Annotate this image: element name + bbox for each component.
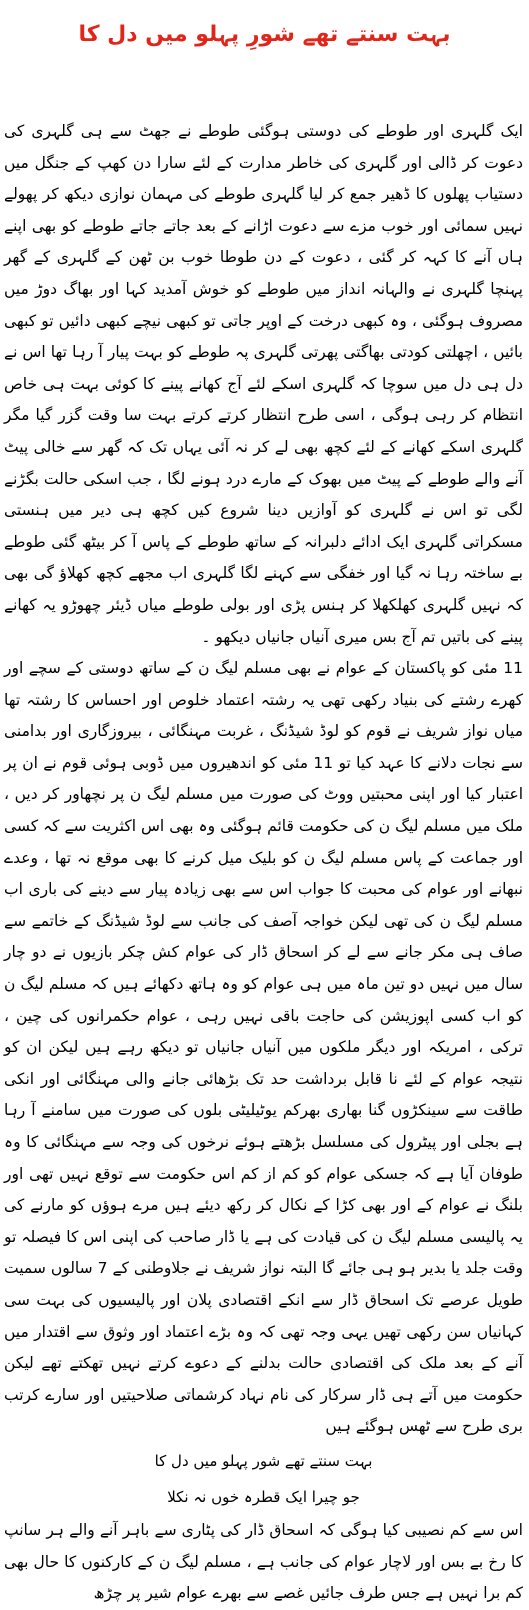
verse-line: بہت سنتے تھے شور پہلو میں دل کا xyxy=(154,1451,373,1470)
article-title: بہت سنتے تھے شورِ پہلو میں دل کا xyxy=(78,22,451,47)
paragraph-intro: ایک گلہری اور طوطے کی دوستی ہوگئی طوطے نے جھٹ سے ہی گلہری کی دعوت کر ڈالی اور گلہری کی خاطر مدارت کے لئے سارا دن کھپ کے جنگل میں دستیاب پھلوں کا ڈھیر جمع کر لیا گلہری طوطے کی مہمان نوازی دیکھ کر پھولے نہیں سمائی اور خوب مزے سے دعوت اڑانے کے بعد جاتے جاتے طوطے کو بھی اپنے ہاں آنے کا کہہ کر گئی ، دعوت کے دن طوطا خوب بن ٹھن کے گلہری کے گھر پہنچا گلہری نے والہانہ انداز میں طوطے کو خوش آمدید کہا اور بھاگ دوڑ میں مصروف ہوگئی ، وہ کبھی درخت کے اوپر جاتی تو کبھی نیچے کبھی دائیں تو کبھی بائیں ، اچھلتی کودتی بھاگتی پھرتی گلہری پہ طوطے کو بہت پیار آ رہا تھا اس نے دل ہی دل میں سوچا کہ گلہری اسکے لئے آج کھانے پینے کا کوئی بہت ہی خاص انتظام کر رہی ہوگی ، اسی طرح انتظار کرتے کرتے بہت سا وقت گزر گیا مگر گلہری اسکے کھانے کے لئے کچھ بھی لے کر نہ آئی یہاں تک کہ گھر سے خالی پیٹ آنے والے طوطے کے پیٹ میں بھوک کے مارے درد ہونے لگا ، جب اسکی حالت بگڑنے لگی تو اس نے گلہری کو آوازیں دینا شروع کیں کچھ ہی دیر میں ہنستی مسکراتی گلہری ایک ادائے دلبرانہ کے ساتھ طوطے کے پاس آ کر بیٹھ گئی طوطے بے ساختہ رہا نہ گیا اور خفگی سے کہنے لگا گلہری اب مجھے کچھ کھلاؤ گی بھی کہ نہیں گلہری کھلکھلا کر ہنس پڑی اور بولی طوطے میاں ڈیئر چھوڑو یہ کھانے پینے کی باتیں تم آج بس میری آنیاں جانیاں دیکھو ۔ xyxy=(4,122,523,646)
paragraph-closing: اس سے کم نصیبی کیا ہوگی کہ اسحاق ڈار کی پٹاری سے باہر آنے والے ہر سانپ کا رخ بے بس اور لاچار عوام کی جانب ہے ، مسلم لیگ ن کے کارکنوں کا حال بھی کم برا نہیں ہے جس طرف جائیں غصے سے بھرے عوام شیر پر چڑھ xyxy=(4,1520,523,1603)
article-body xyxy=(4,116,523,1610)
verse-couplet xyxy=(4,1443,523,1515)
paragraph-main: 11 مئی کو پاکستان کے عوام نے بھی مسلم لیگ ن کے ساتھ دوستی کے سچے اور کھرے رشتے کی بنیاد رکھی تھی یہ رشتہ اعتماد خلوص اور احساس کا رشتہ تھا میاں نواز شریف نے قوم کو لوڈ شیڈنگ ، غربت مہنگائی ، بیروزگاری اور بدامنی سے نجات دلانے کا عہد کیا تو 11 مئی کو اندھیروں میں ڈوبی ہوئی قوم نے ان پر اعتبار کیا اور اپنی محبتیں ووٹ کی صورت میں مسلم لیگ ن پر نچھاور کر دیں ، ملک میں مسلم لیگ ن کی حکومت قائم ہوگئی وہ بھی اس اکثریت سے کہ کسی اور جماعت کے پاس مسلم لیگ ن کو بلیک میل کرنے کا بھی موقع نہ تھا ، وعدے نبھانے اور عوام کی محبت کا جواب اس سے بھی زیادہ پیار سے دینے کی باری اب مسلم لیگ ن کی تھی لیکن خواجہ آصف کی جانب سے لوڈ شیڈنگ کے خاتمے سے صاف ہی مکر جانے سے لے کر اسحاق ڈار کی عوام کش چکر بازیوں نے دو چار سال میں نہیں دو تین ماہ میں ہی عوام کو وہ ہاتھ دکھائے ہیں کہ مسلم لیگ ن کو اب کسی اپوزیشن کی حاجت باقی نہیں رہی ، عوام حکمرانوں کی چین ، ترکی ، امریکہ اور دیگر ملکوں میں آنیاں جانیاں تو دیکھ رہے ہیں لیکن ان کو نتیجہ عوام کے لئے نا قابل برداشت حد تک بڑھائی جانے والی مہنگائی اور انکی طاقت سے سینکڑوں گنا بھاری بھرکم یوٹیلیٹی بلوں کی صورت میں سامنے آ رہا ہے بجلی اور پیٹرول کی مسلسل بڑھتے ہوئے نرخوں کی وجہ سے مہنگائی کا وہ طوفان آیا ہے کہ جسکی عوام کو کم از کم اس حکومت سے توقع نہیں تھی اور بلنگ نے عوام کے اور بھی کڑا کے نکال کر رکھ دیئے ہیں مرے ہوؤں کو مارنے کی یہ پالیسی مسلم لیگ ن کی قیادت کی ہے یا ڈار صاحب کی اپنی اس کا فیصلہ تو وقت جلد یا بدیر ہو ہی جائے گا البتہ نواز شریف نے جلاوطنی کے 7 سالوں سمیت طویل عرصے تک اسحاق ڈار سے انکے اقتصادی پلان اور پالیسیوں کی بہت سی کہانیاں سن رکھی تھیں یہی وجہ تھی کہ وہ بڑے اعتماد اور وثوق سے اقتدار میں آنے کے بعد ملک کی اقتصادی حالت بدلنے کے دعوے کرتے نہیں تھکتے تھے لیکن حکومت میں آتے ہی ڈار سرکار کی نام نہاد کرشماتی صلاحیتیں اور سارے کرتب بری طرح سے ٹھس ہوگئے ہیں xyxy=(4,659,523,1436)
verse-line: جو چیرا ایک قطرہ خوں نہ نکلا xyxy=(167,1487,360,1506)
